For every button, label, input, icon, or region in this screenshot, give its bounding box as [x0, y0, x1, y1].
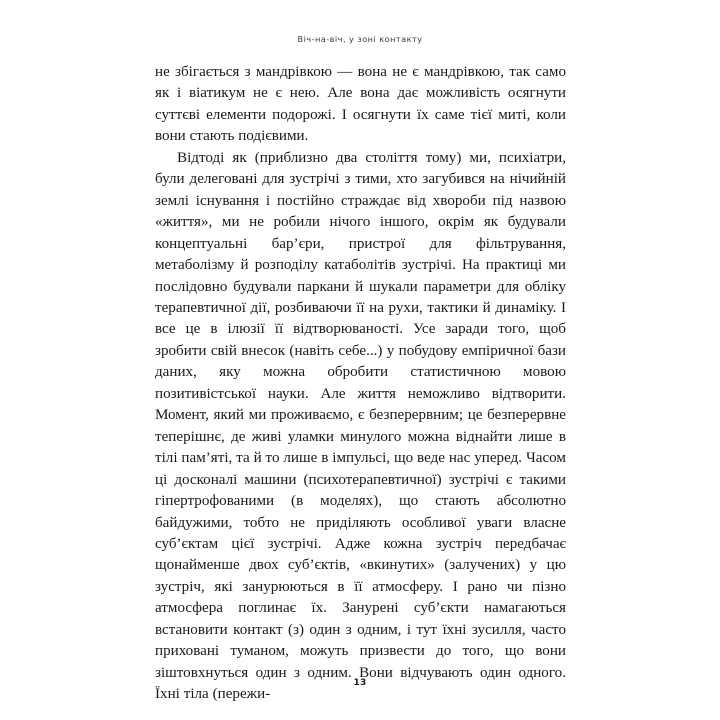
page-number: 13: [353, 678, 367, 688]
paragraph: Відтоді як (приблизно два століття тому) ми, психіатри, були делеговані для зустрічі з тими, хто загубився на нічийній землі існування і постійно страждає від хвороби під назвою «життя», ми не робили нічого іншого, окрім як будували концептуальні бар’єри, пристрої для фільтрування, метаболізму й розподілу катаболітів зустрічі. На практиці ми послідовно будували паркани й шукали параметри для обліку терапевтичної дії, розбиваючи її на рухи, тактики й динаміку. І все це в ілюзії її відтворюваності. Усе заради того, щоб зробити свій внесок (навіть себе...) у побудову емпіричної бази даних, яку можна обробити статистичною мовою позитивістської науки. Але життя неможливо відтворити. Момент, який ми проживаємо, є безперервним; це безперервне теперішнє, де живі уламки минулого можна віднайти лише в тілі пам’яті, та й то лише в імпульсі, що веде нас уперед. Часом ці досконалі машини (психотерапевтичної) зустрічі є такими гіпертрофованими (в моделях), що стають абсолютно байдужими, тобто не приділяють особливої уваги власне суб’єктам цієї зустрічі. Адже кожна зустріч передбачає щонайменше двох суб’єктів, «вкинутих» (залучених) у цю зустріч, які занурюються в її атмосферу. І рано чи пізно атмосфера поглинає їх. Занурені суб’єкти намагаються встановити контакт (з) один з одним, і тут їхні зусилля, часто приховані туманом, можуть призвести до того, що вони зіштовхнуться один з одним. Вони відчувають один одного. Їхні тіла (пережи-: [155, 149, 566, 703]
body-text-column: [155, 62, 566, 706]
running-head: Віч-на-віч, у зоні контакту: [297, 34, 423, 44]
paragraph: не збігається з мандрівкою — вона не є мандрівкою, так само як і віатикум не є нею. Але вона дає можливість осягнути суттєві елементи подорожі. І осягнути їх саме тієї миті, коли вони стають подієвими.: [155, 64, 566, 145]
